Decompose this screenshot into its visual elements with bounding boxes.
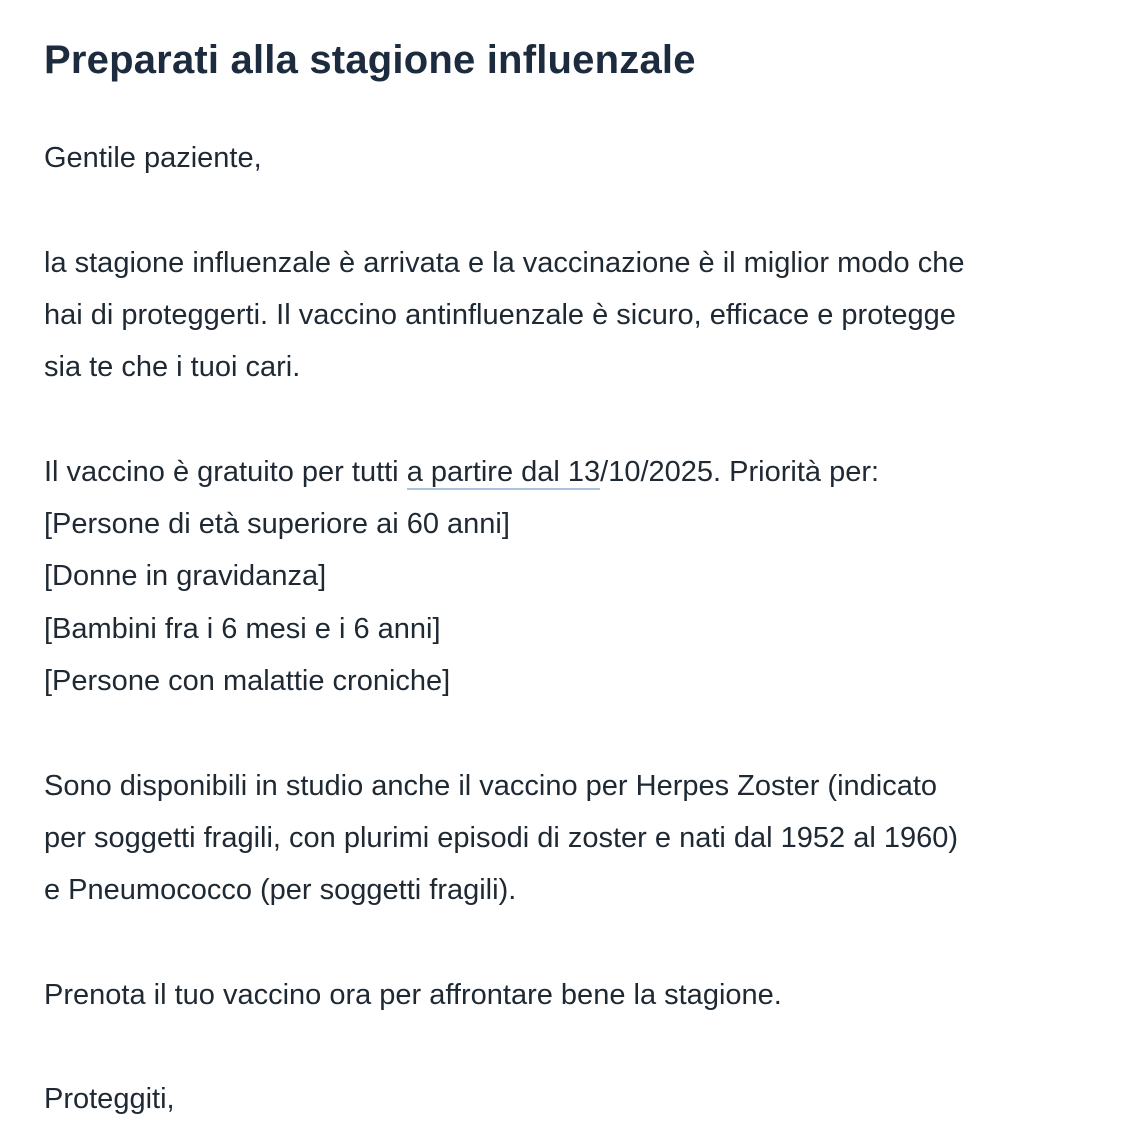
paragraph-spacer [44,184,1085,236]
free-vaccine-prefix: Il vaccino è gratuito per tutti [44,455,407,488]
page-title: Preparati alla stagione influenzale [44,38,696,82]
intro-paragraph [44,237,1085,394]
priority-group-item: [Persone con malattie croniche] [44,664,451,697]
intro-line-2: hai di proteggerti. Il vaccino antinfluenzale è sicuro, efficace e protegge [44,298,956,331]
call-to-action: Prenota il tuo vaccino ora per affrontare bene la stagione. [44,978,782,1011]
greeting: Gentile paziente, [44,142,262,174]
paragraph-spacer [44,1021,1085,1073]
free-vaccine-paragraph [44,446,1085,707]
paragraph-spacer [44,916,1085,968]
other-vaccines-line-1: Sono disponibili in studio anche il vaccino per Herpes Zoster (indicato [44,769,938,802]
other-vaccines-line-3: e Pneumococco (per soggetti fragili). [44,874,517,907]
date-link[interactable]: a partire dal 13 [406,455,601,488]
paragraph-spacer [44,393,1085,445]
closing: Proteggiti, [44,1083,175,1116]
priority-group-item: [Persone di età superiore ai 60 anni] [44,508,510,541]
free-vaccine-suffix: /10/2025. Priorità per: [600,455,880,488]
other-vaccines-line-2: per soggetti fragili, con plurimi episodi di zoster e nati dal 1952 al 1960) [44,821,959,854]
message-content [44,132,1085,1126]
free-vaccine-line [44,446,1085,498]
intro-line-1: la stagione influenzale è arrivata e la vaccinazione è il miglior modo che [44,246,965,279]
paragraph-spacer [44,707,1085,759]
other-vaccines-paragraph [44,760,1085,917]
priority-group-item: [Bambini fra i 6 mesi e i 6 anni] [44,612,441,645]
intro-line-3: sia te che i tuoi cari. [44,351,301,384]
priority-group-item: [Donne in gravidanza] [44,560,327,593]
